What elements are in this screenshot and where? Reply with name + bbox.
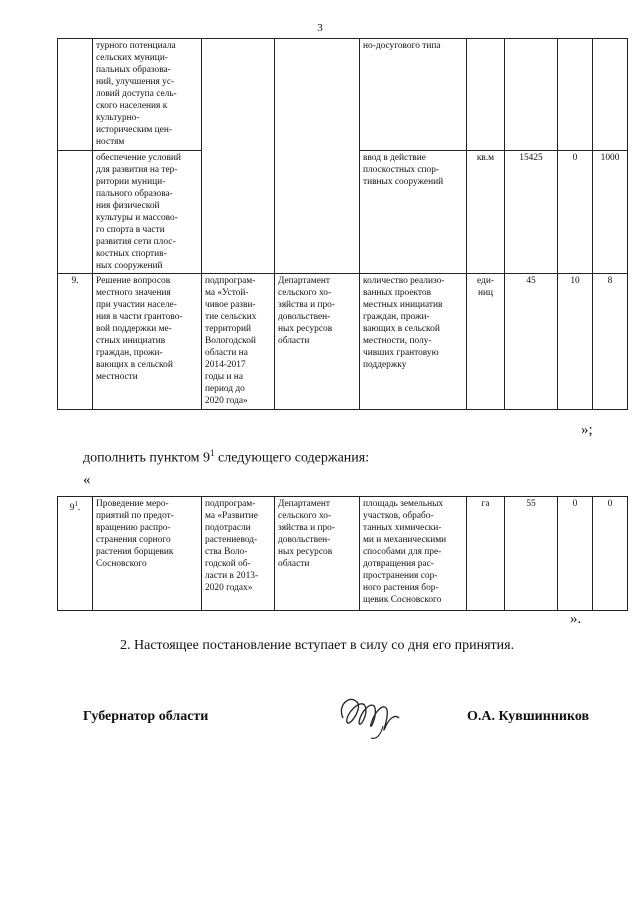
program-cell: подпрограм- ма «Устой- чивое разви- тие сельских территорий Вологодской области на 2014-2017 годы и на период до 2020 года» <box>202 274 275 410</box>
row-number: $9^1$. <box>58 497 93 611</box>
new-measure-table <box>57 496 628 611</box>
unit-cell: еди- ниц <box>467 274 505 410</box>
value-cell: 0 <box>558 497 593 611</box>
table-row <box>58 274 628 410</box>
row-number <box>58 39 93 151</box>
table-row <box>58 497 628 611</box>
value-cell: 10 <box>558 274 593 410</box>
executor-cell <box>275 39 360 274</box>
governor-name: О.А. Кувшинников <box>467 709 590 724</box>
unit-cell: кв.м <box>467 151 505 274</box>
measures-table <box>57 38 628 410</box>
value-cell: 55 <box>505 497 558 611</box>
value-cell <box>593 39 628 151</box>
program-cell: подпрограм- ма «Развитие подотрасли растениевод- ства Воло- годской об- ласти в 2013- 2020 годах» <box>202 497 275 611</box>
closing-quote: ». <box>570 611 582 627</box>
indicator-cell: но-досугового типа <box>360 39 467 151</box>
closing-quote: »; <box>581 422 593 438</box>
value-cell: 8 <box>593 274 628 410</box>
value-cell: 45 <box>505 274 558 410</box>
value-cell: 0 <box>558 151 593 274</box>
task-cell: турного потенциала сельских муници- пальных образова- ний, улучшения ус- ловий доступа сель- ского населения к культурно- историческим цен- ностям <box>93 39 202 151</box>
program-cell <box>202 39 275 274</box>
table-row <box>58 39 628 151</box>
unit-cell: га <box>467 497 505 611</box>
indicator-cell: ввод в действие плоскостных спор- тивных сооружений <box>360 151 467 274</box>
task-cell: обеспечение условий для развития на тер- ритории муници- пального образова- ния физической культуры и массово- го спорта в части развития сети плос- костных спортив- ных сооружений <box>93 151 202 274</box>
unit-cell <box>467 39 505 151</box>
governor-title: Губернатор области <box>83 709 209 724</box>
executor-cell: Департамент сельского хо- зяйства и про- довольствен- ных ресурсов области <box>275 274 360 410</box>
amendment-paragraph: дополнить пунктом $9^1$ следующего содержания: <box>83 448 370 466</box>
opening-quote: « <box>83 472 91 488</box>
value-cell: 0 <box>593 497 628 611</box>
value-cell <box>558 39 593 151</box>
page-number: 3 <box>317 22 323 34</box>
decree-effect-paragraph: 2. Настоящее постановление вступает в силу со дня его принятия. <box>120 638 515 653</box>
signature <box>335 688 405 744</box>
indicator-cell: количество реализо- ванных проектов местных инициатив граждан, прожи- вающих в сельской местности, полу- чивших грантовую поддержку <box>360 274 467 410</box>
executor-cell: Департамент сельского хо- зяйства и про- довольствен- ных ресурсов области <box>275 497 360 611</box>
value-cell: 1000 <box>593 151 628 274</box>
task-cell: Проведение меро- приятий по предот- вращению распро- странения сорного растения борщевик Сосновского <box>93 497 202 611</box>
row-number <box>58 151 93 274</box>
indicator-cell: площадь земельных участков, обрабо- танных химически- ми и механическими способами для пре- дотвращения рас- пространения сор- ного растения бор- щевик Сосновского <box>360 497 467 611</box>
value-cell: 15425 <box>505 151 558 274</box>
value-cell <box>505 39 558 151</box>
task-cell: Решение вопросов местного значения при участии населе- ния в части грантово- вой поддержки ме- стных инициатив граждан, прожи- вающих в сельской местности <box>93 274 202 410</box>
row-number: 9. <box>58 274 93 410</box>
